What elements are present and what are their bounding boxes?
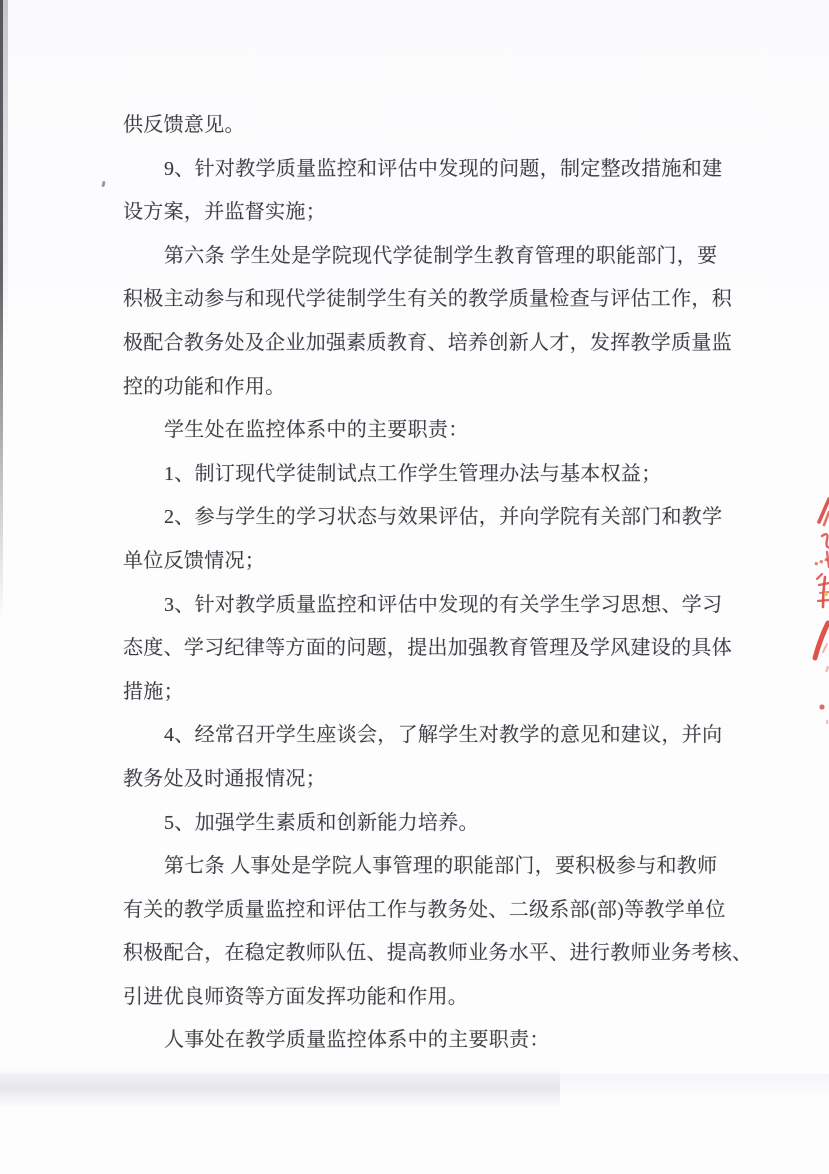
text-line: 4、经常召开学生座谈会，了解学生对教学的意见和建议，并向 — [164, 724, 723, 747]
text-line: 9、针对教学质量监控和评估中发现的问题，制定整改措施和建 — [164, 157, 723, 180]
text-line: 单位反馈情况； — [123, 549, 266, 572]
text-line: 有关的教学质量监控和评估工作与教务处、二级系部(部)等教学单位 — [123, 898, 726, 921]
text-line: 引进优良师资等方面发挥功能和作用。 — [123, 985, 469, 1008]
text-line: 供反馈意见。 — [123, 114, 245, 136]
text-line: 积极主动参与和现代学徒制学生有关的教学质量检查与评估工作，积 — [123, 288, 732, 311]
scan-edge-left-soft — [3, 0, 8, 340]
text-line: 人事处在教学质量监控体系中的主要职责： — [164, 1029, 550, 1052]
text-line: 5、加强学生素质和创新能力培养。 — [164, 811, 479, 834]
text-line: 2、参与学生的学习状态与效果评估，并向学院有关部门和教学 — [164, 506, 723, 529]
text-line: 第七条 人事处是学院人事管理的职能部门，要积极参与和教师 — [164, 855, 718, 878]
text-line: 第六条 学生处是学院现代学徒制学生教育管理的职能部门，要 — [164, 244, 718, 267]
text-line: 教务处及时通报情况； — [123, 767, 326, 790]
text-line: 态度、学习纪律等方面的问题，提出加强教育管理及学风建设的具体 — [123, 637, 732, 660]
text-line: 措施； — [123, 680, 184, 703]
text-line: 极配合教务处及企业加强素质教育、培养创新人才，发挥教学质量监 — [123, 331, 732, 354]
text-line: 3、针对教学质量监控和评估中发现的有关学生学习思想、学习 — [164, 593, 723, 616]
red-seal-stamp-icon — [803, 488, 829, 738]
scan-shade-bottom-wide — [0, 1074, 829, 1100]
text-line: 积极配合，在稳定教师队伍、提高教师业务水平、进行教师业务考核、 — [123, 942, 753, 965]
text-line: 设方案，并监督实施； — [123, 201, 326, 224]
text-line: 1、制订现代学徒制试点工作学生管理办法与基本权益； — [164, 462, 662, 485]
document-text-block — [123, 104, 753, 1063]
text-line: 学生处在监控体系中的主要职责： — [164, 419, 469, 442]
text-line: 控的功能和作用。 — [123, 375, 286, 398]
